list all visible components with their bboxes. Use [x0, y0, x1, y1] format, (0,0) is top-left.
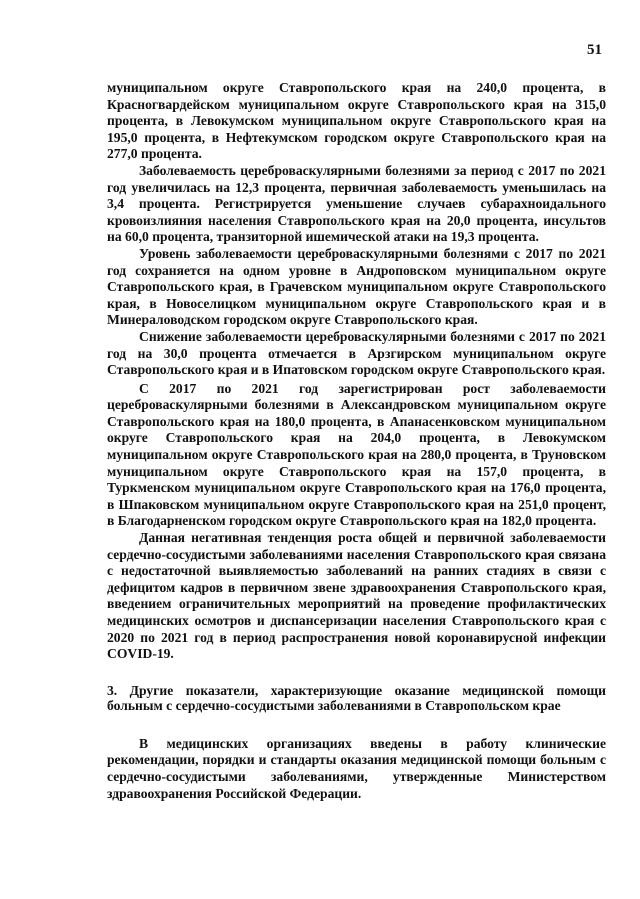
paragraph-stable-level: Уровень заболеваемости цереброваскулярными болезнями с 2017 по 2021 год сохраняется на одном уровне в Андроповском муниципальном округе Ставропольского края, в Грачевском муниципальном округе Ставропольского края, в Новоселицком муниципальном округе Ставропольского края и в Минераловодском городском округе Ставропольского края.: [107, 245, 606, 328]
paragraph-growth: С 2017 по 2021 год зарегистрирован рост заболеваемости цереброваскулярными болезнями в Александровском муниципальном округе Ставропольского края на 180,0 процента, в Апанасенковском муниципальном округе Ставропольского края на 204,0 процента, в Левокумском муниципальном округе Ставропольского края на 280,0 процента, в Труновском муниципальном округе Ставропольского края на 157,0 процента, в Туркменском муниципальном округе Ставропольского края на 176,0 процента, в Шпаковском муниципальном округе Ставропольского края на 251,0 процент, в Благодарненском городском округе Ставропольского края на 182,0 процента.: [107, 380, 606, 529]
document-body: [107, 80, 606, 802]
paragraph-clinical-guidelines: В медицинских организациях введены в работу клинические рекомендации, порядки и стандарты оказания медицинской помощи больным с сердечно-сосудистыми заболеваниями, утвержденные Министерством здравоохранения Российской Федерации.: [107, 735, 606, 801]
paragraph-decrease: Снижение заболеваемости цереброваскулярными болезнями с 2017 по 2021 год на 30,0 процента отмечается в Арзгирском муниципальном округе Ставропольского края и в Ипатовском городском округе Ставропольского края.: [107, 328, 606, 378]
paragraph-continuation: муниципальном округе Ставропольского края на 240,0 процента, в Красногвардейском муниципальном округе Ставропольского края на 315,0 процента, в Левокумском муниципальном округе Ставропольского края на 195,0 процента, в Нефтекумском городском округе Ставропольского края на 277,0 процента.: [107, 80, 606, 162]
paragraph-negative-trend: Данная негативная тенденция роста общей и первичной заболеваемости сердечно-сосудистыми заболеваниями населения Ставропольского края связана с недостаточной выявляемостью заболеваний на ранних стадиях в связи с дефицитом кадров в первичном звене здравоохранения Ставропольского края, введением ограничительных мероприятий на проведение профилактических медицинских осмотров и диспансеризации населения Ставропольского края с 2020 по 2021 год в период распространения новой коронавирусной инфекции COVID-19.: [107, 530, 606, 662]
paragraph-cerebrovascular-incidence: Заболеваемость цереброваскулярными болезнями за период с 2017 по 2021 год увеличилась на 12,3 процента, первичная заболеваемость уменьшилась на 3,4 процента. Регистрируется уменьшение случаев субарахноидального кровоизлияния населения Ставропольского края на 20,0 процента, инсультов на 60,0 процента, транзиторной ишемической атаки на 19,3 процента.: [107, 162, 606, 245]
section-heading: 3. Другие показатели, характеризующие оказание медицинской помощи больным с сердечно-сосудистыми заболеваниями в Ставропольском крае: [107, 682, 606, 714]
page-number: 51: [587, 42, 602, 58]
